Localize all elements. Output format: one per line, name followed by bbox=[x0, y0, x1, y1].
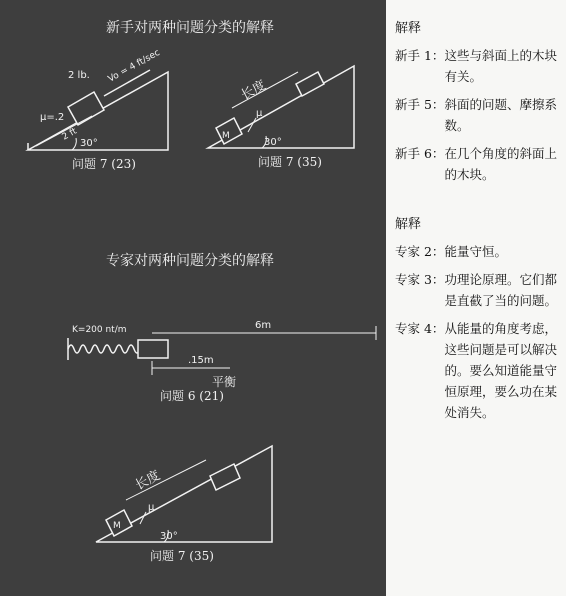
expert-entry bbox=[395, 318, 561, 423]
angle-label: 30° bbox=[80, 138, 98, 149]
novice-text: 在几个角度的斜面上的木块。 bbox=[444, 146, 557, 182]
incline-diagram-2 bbox=[208, 66, 354, 148]
expert-entry bbox=[395, 269, 561, 311]
novice-entry bbox=[395, 45, 561, 87]
length-label: 2 ft bbox=[60, 126, 79, 143]
expert-figure-title: 专家对两种问题分类的解释 bbox=[106, 253, 274, 269]
expert-text: 功理论原理。它们都是直截了当的问题。 bbox=[444, 272, 557, 308]
incline-diagram-1 bbox=[28, 70, 168, 150]
angle-arc bbox=[72, 138, 76, 150]
block-label: M bbox=[113, 521, 121, 531]
distance-6m-label: 6m bbox=[255, 320, 272, 331]
caption-1: 问题 7 (23) bbox=[72, 157, 136, 171]
mass-label: 2 lb. bbox=[68, 70, 90, 81]
spring-coil bbox=[68, 345, 140, 353]
block-top bbox=[210, 464, 240, 490]
block-2lb bbox=[68, 92, 104, 125]
expert-heading: 解释 bbox=[395, 217, 422, 232]
novice-entry bbox=[395, 94, 561, 136]
velocity-label: Vo = 4 ft/sec bbox=[106, 47, 162, 85]
friction-label: μ=.2 bbox=[40, 112, 65, 123]
caption-3: 问题 6 (21) bbox=[160, 389, 224, 403]
angle-label: 30° bbox=[160, 531, 178, 542]
novice-heading: 解释 bbox=[395, 21, 422, 36]
expert-text: 从能量的角度考虑，这些问题是可以解决的。要么知道能量守恒原理，要么功在某处消失。 bbox=[444, 321, 557, 420]
novice-text: 这些与斜面上的木块有关。 bbox=[444, 48, 557, 84]
caption-2: 问题 7 (35) bbox=[258, 155, 322, 169]
block-label: M bbox=[222, 131, 230, 141]
incline-diagram-4 bbox=[96, 446, 272, 542]
novice-text: 斜面的问题、摩擦系数。 bbox=[444, 97, 557, 133]
distance-15m-label: .15m bbox=[188, 355, 214, 366]
novice-figure-title: 新手对两种问题分类的解释 bbox=[106, 20, 274, 36]
expert-label: 专家 3： bbox=[395, 272, 445, 287]
length-label: 长度 bbox=[238, 77, 269, 104]
novice-label: 新手 5： bbox=[395, 97, 445, 112]
explanation-column bbox=[395, 18, 561, 430]
novice-label: 新手 6： bbox=[395, 146, 445, 161]
equilibrium-label: 平衡 bbox=[212, 375, 237, 389]
caption-4: 问题 7 (35) bbox=[150, 549, 214, 563]
spring-block bbox=[138, 340, 168, 358]
friction-label: μ bbox=[256, 108, 263, 119]
expert-label: 专家 2： bbox=[395, 244, 445, 259]
length-label: 长度 bbox=[132, 468, 163, 494]
novice-label: 新手 1： bbox=[395, 48, 445, 63]
expert-entry bbox=[395, 241, 561, 262]
block-top bbox=[296, 72, 324, 96]
expert-text: 能量守恒。 bbox=[444, 244, 507, 259]
spring-constant-label: K=200 nt/m bbox=[72, 325, 127, 335]
friction-label: μ bbox=[148, 502, 155, 513]
expert-label: 专家 4： bbox=[395, 321, 445, 336]
novice-entry bbox=[395, 143, 561, 185]
angle-label: 30° bbox=[264, 137, 282, 148]
